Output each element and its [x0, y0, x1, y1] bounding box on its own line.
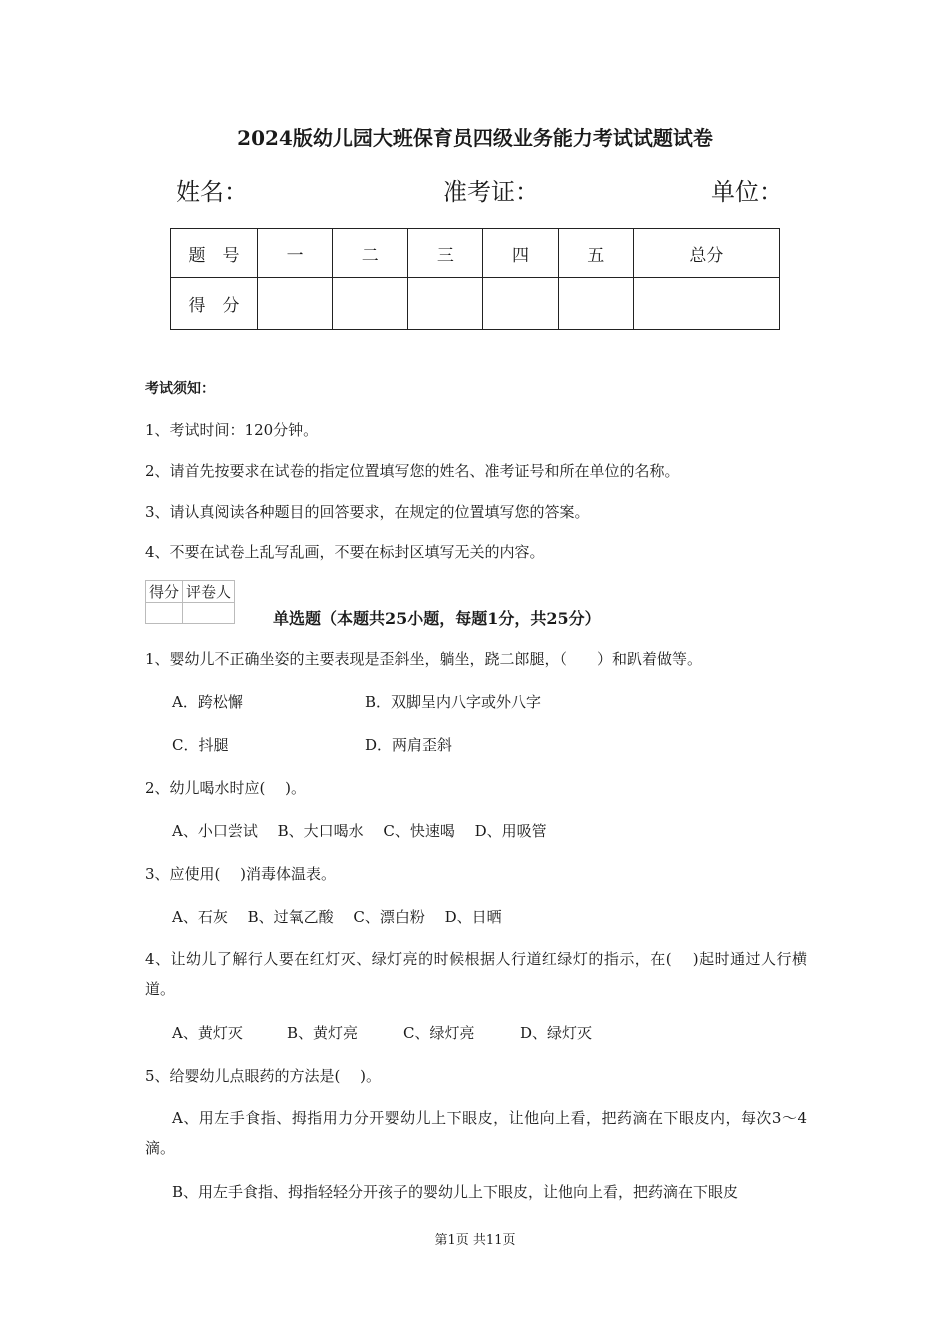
score-row-label: 得 分: [171, 278, 258, 330]
score-cell-header: 五: [558, 229, 633, 278]
grader-name-cell[interactable]: [183, 603, 235, 624]
question-stem: 2、幼儿喝水时应( )。: [145, 779, 307, 797]
section-title: 单选题（本题共25小题，每题1分，共25分）: [273, 609, 601, 628]
question-stem: 5、给婴幼儿点眼药的方法是( )。: [145, 1067, 382, 1085]
score-input-cell[interactable]: [633, 278, 779, 330]
score-input-cell[interactable]: [558, 278, 633, 330]
option-a: A．跨松懈: [172, 693, 243, 711]
question-stem: 1、婴幼儿不正确坐姿的主要表现是歪斜坐，躺坐，跷二郎腿，（ ）和趴着做等。: [145, 650, 703, 668]
score-cell-header: 题 号: [171, 229, 258, 278]
score-table: [170, 228, 780, 330]
question-stem: 3、应使用( )消毒体温表。: [145, 865, 337, 883]
notice-title: 考试须知：: [145, 381, 215, 397]
question-options: A、小口尝试 B、大口喝水 C、快速喝 D、用吸管: [172, 822, 547, 840]
exam-id-label: 准考证：: [443, 178, 539, 206]
score-table-header-row: [171, 229, 780, 278]
score-cell-header: 四: [483, 229, 558, 278]
option-b: B．双脚呈内八字或外八字: [365, 693, 542, 711]
option-a: A、用左手食指、拇指用力分开婴幼儿上下眼皮，让他向上看，把药滴在下眼皮内，每次3～4滴。: [145, 1109, 807, 1157]
score-input-cell[interactable]: [333, 278, 408, 330]
option-a: A、黄灯灭: [172, 1024, 243, 1042]
unit-label: 单位：: [711, 178, 783, 206]
score-cell-header: 总分: [633, 229, 779, 278]
score-table-score-row: [171, 278, 780, 330]
grader-box: [145, 580, 235, 624]
question-stem: 4、让幼儿了解行人要在红灯灭、绿灯亮的时候根据人行道红绿灯的指示，在( )起时通过人行横道。: [145, 950, 807, 998]
score-cell-header: 一: [258, 229, 333, 278]
notice-item: 1、考试时间：120分钟。: [145, 421, 319, 439]
option-d: D．两肩歪斜: [365, 736, 453, 754]
score-input-cell[interactable]: [483, 278, 558, 330]
grader-score-cell[interactable]: [146, 603, 183, 624]
notice-item: 3、请认真阅读各种题目的回答要求，在规定的位置填写您的答案。: [145, 503, 590, 521]
option-b: B、用左手食指、拇指轻轻分开孩子的婴幼儿上下眼皮，让他向上看，把药滴在下眼皮: [172, 1183, 739, 1201]
grader-name-label: 评卷人: [183, 581, 235, 603]
option-c: C．抖腿: [172, 736, 229, 754]
notice-item: 4、不要在试卷上乱写乱画，不要在标封区填写无关的内容。: [145, 543, 545, 561]
score-input-cell[interactable]: [408, 278, 483, 330]
notice-item: 2、请首先按要求在试卷的指定位置填写您的姓名、准考证号和所在单位的名称。: [145, 462, 680, 480]
question-options: A、石灰 B、过氧乙酸 C、漂白粉 D、日晒: [172, 908, 502, 926]
exam-title: 2024版幼儿园大班保育员四级业务能力考试试题试卷: [237, 126, 713, 150]
option-c: C、绿灯亮: [403, 1024, 475, 1042]
grader-score-label: 得分: [146, 581, 183, 603]
score-cell-header: 三: [408, 229, 483, 278]
option-d: D、绿灯灭: [520, 1024, 593, 1042]
name-label: 姓名：: [176, 178, 248, 206]
page-footer: 第1页 共11页: [434, 1233, 516, 1248]
option-b: B、黄灯亮: [287, 1024, 359, 1042]
score-input-cell[interactable]: [258, 278, 333, 330]
score-cell-header: 二: [333, 229, 408, 278]
